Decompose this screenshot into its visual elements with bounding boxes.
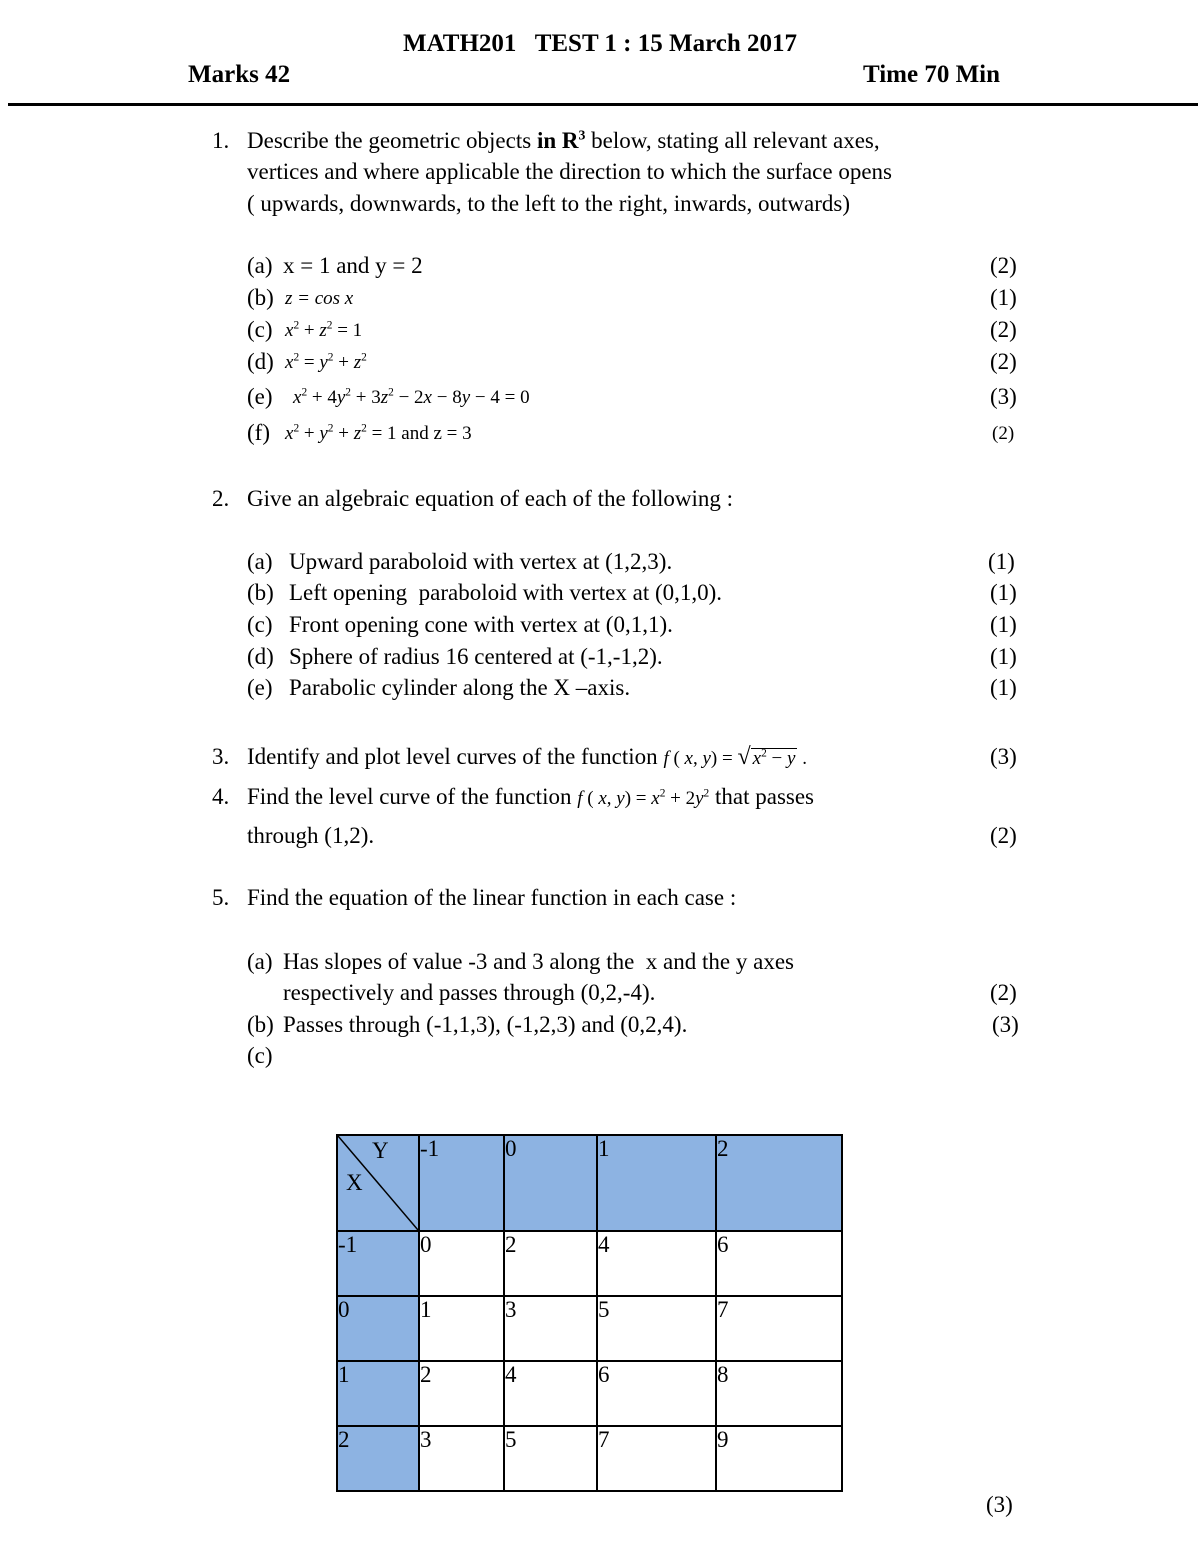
table-cell: 7 [716, 1296, 842, 1361]
table-cell: 3 [419, 1426, 504, 1491]
q5a-line-1: Has slopes of value -3 and 3 along the x and the y axes [283, 949, 794, 974]
q2c-text: Front opening cone with vertex at (0,1,1). [289, 612, 673, 637]
table-cell: 2 [419, 1361, 504, 1426]
x-axis-label: X [346, 1170, 363, 1195]
table-cell: 2 [504, 1231, 597, 1296]
q3-line [247, 744, 807, 771]
q5c-marks: (3) [986, 1492, 1013, 1517]
q2d-marks: (1) [990, 644, 1017, 669]
q1f-label: (f) [247, 420, 270, 445]
q2a-text: Upward paraboloid with vertex at (1,2,3). [289, 549, 673, 574]
table-cell: 3 [504, 1296, 597, 1361]
q1c-label: (c) [247, 317, 273, 342]
test-title: MATH201 TEST 1 : 15 March 2017 [402, 30, 797, 57]
q2c-label: (c) [247, 612, 273, 637]
q1-superscript: 3 [578, 127, 586, 143]
q1-line-3: ( upwards, downwards, to the left to the right, inwards, outwards) [247, 191, 850, 216]
table-row [337, 1231, 842, 1296]
q1e-marks: (3) [990, 384, 1017, 409]
q1e-label: (e) [247, 384, 273, 409]
time-limit: Time 70 Min [863, 61, 1001, 88]
q3-number: 3. [212, 744, 230, 769]
table-cell: 5 [597, 1296, 716, 1361]
table-corner-cell [337, 1135, 419, 1231]
table-cell: 1 [419, 1296, 504, 1361]
q4-tail: that passes [709, 784, 815, 809]
table-cell: 6 [597, 1361, 716, 1426]
table-cell: 5 [504, 1426, 597, 1491]
q4-function: f ( x, $y) = x^2 + 2y^2$ [577, 787, 710, 809]
q2a-label: (a) [247, 549, 273, 574]
table-row [337, 1361, 842, 1426]
q2b-marks: (1) [990, 580, 1017, 605]
q1c-equation: $x^2 + z^2 = 1$ [285, 319, 363, 341]
q2e-marks: (1) [990, 675, 1017, 700]
q2b-text: Left opening paraboloid with vertex at (0,1,0). [289, 580, 723, 605]
q1-text-b: in R [536, 128, 579, 153]
q5a-line-2: respectively and passes through (0,2,-4). [283, 980, 656, 1005]
q5c-label: (c) [247, 1043, 273, 1068]
q2d-text: Sphere of radius 16 centered at (-1,-1,2). [289, 644, 663, 669]
q1a-label: (a) [247, 253, 273, 278]
q2e-label: (e) [247, 675, 273, 700]
q5a-label: (a) [247, 949, 273, 974]
column-header: 1 [597, 1135, 716, 1231]
q5b-marks: (3) [992, 1012, 1019, 1037]
q1-number: 1. [212, 128, 230, 153]
table-cell: 4 [504, 1361, 597, 1426]
table-cell: 0 [419, 1231, 504, 1296]
q1a-text: x = 1 and y = 2 [283, 253, 423, 278]
table-cell: 6 [716, 1231, 842, 1296]
q4-line-2: through (1,2). [247, 823, 375, 848]
q2-text: Give an algebraic equation of each of the following : [247, 486, 734, 511]
q3-text: Identify and plot level curves of the function [247, 744, 664, 769]
row-header: 2 [337, 1426, 419, 1491]
q5b-label: (b) [247, 1012, 274, 1037]
table-cell: 9 [716, 1426, 842, 1491]
q2-number: 2. [212, 486, 230, 511]
row-header: 1 [337, 1361, 419, 1426]
q3-marks: (3) [990, 744, 1017, 769]
q1b-marks: (1) [990, 285, 1017, 310]
q4-line-1 [247, 784, 814, 810]
q1-text-a: Describe the geometric objects [247, 128, 537, 153]
row-header: -1 [337, 1231, 419, 1296]
q4-number: 4. [212, 784, 230, 809]
q1f-marks: (2) [992, 423, 1015, 444]
q4-text: Find the level curve of the function [247, 784, 578, 809]
q1a-marks: (2) [990, 253, 1017, 278]
q1d-equation: $x^2 = y^2 + z^2$ [285, 351, 367, 373]
table-row [337, 1296, 842, 1361]
linear-function-table [336, 1134, 843, 1492]
table-row [337, 1426, 842, 1491]
q1-line-1 [247, 128, 880, 154]
q1-line-2: vertices and where applicable the direction to which the surface opens [247, 159, 893, 184]
q1d-label: (d) [247, 349, 274, 374]
q1-text-c: below, stating all relevant axes, [585, 128, 880, 153]
y-axis-label: Y [372, 1138, 389, 1163]
q1d-marks: (2) [990, 349, 1017, 374]
q1c-marks: (2) [990, 317, 1017, 342]
header-rule [8, 103, 1198, 106]
column-header: 0 [504, 1135, 597, 1231]
row-header: 0 [337, 1296, 419, 1361]
table-header-row [337, 1135, 842, 1231]
table-cell: 4 [597, 1231, 716, 1296]
q5a-marks: (2) [990, 980, 1017, 1005]
q1b-label: (b) [247, 285, 274, 310]
q5-number: 5. [212, 885, 230, 910]
table-cell: 7 [597, 1426, 716, 1491]
column-header: 2 [716, 1135, 842, 1231]
q1b-equation: z = cos x [285, 288, 354, 309]
q2e-text: Parabolic cylinder along the X –axis. [289, 675, 631, 700]
q1f-equation-tail: = 1 and z = 3 [366, 423, 472, 444]
q3-function: f ( x, y) = √ $x^2 - y$ . [663, 744, 807, 770]
q5b-text: Passes through (-1,1,3), (-1,2,3) and (0,2,4). [283, 1012, 688, 1037]
q2c-marks: (1) [990, 612, 1017, 637]
marks-total: Marks 42 [188, 61, 291, 88]
q1f-equation: $x^2 + y^2 + z^2 = 1$ and z = 3 [285, 422, 472, 444]
column-header: -1 [419, 1135, 504, 1231]
q2d-label: (d) [247, 644, 274, 669]
q4-marks: (2) [990, 823, 1017, 848]
q2b-label: (b) [247, 580, 274, 605]
q2a-marks: (1) [988, 549, 1015, 574]
q5-text: Find the equation of the linear function in each case : [247, 885, 737, 910]
q1e-equation: $x^2 + 4y^2 + 3z^2 - 2x - 8y - 4 = 0$ [293, 386, 530, 408]
table-cell: 8 [716, 1361, 842, 1426]
